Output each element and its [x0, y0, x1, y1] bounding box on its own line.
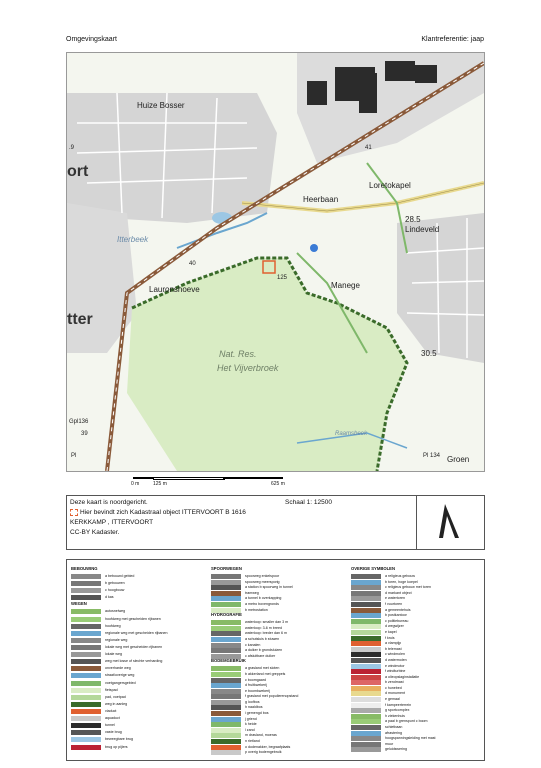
legend-label: b metrostation [245, 607, 268, 612]
legend-label: d watermolen [385, 657, 407, 662]
label-30-5: 30.5 [421, 349, 437, 358]
legend-label: c boomgaard [245, 677, 266, 682]
legend-label: b gebouwen [105, 581, 125, 586]
legend-label: l zand [245, 727, 255, 732]
client-reference: Klantreferentie: jaap [421, 36, 484, 43]
legend-swatch [71, 645, 101, 650]
legend-label: f grasland met populierenopstand [245, 694, 299, 699]
legend-swatch [71, 652, 101, 657]
legend-label: lokale weg [105, 652, 122, 657]
legend-label: o dodenakker, begraafplaats [245, 744, 291, 749]
legend-col-2 [211, 566, 341, 755]
legend-label: d wegwijzer [385, 624, 404, 629]
legend-wegen-row [71, 722, 201, 729]
legend-wegen-row [71, 651, 201, 658]
legend-label: aquaduct [105, 716, 120, 721]
legend-swatch [71, 581, 101, 586]
label-pl134: Pl 134 [423, 453, 441, 459]
object-text: Hier bevindt zich Kadastraal object ITTERVOORT B 1616 [80, 509, 246, 517]
legend-label: p overig bodemgebruik [245, 750, 282, 755]
label-28-5: 28.5 [405, 215, 421, 224]
legend-swatch [71, 730, 101, 735]
legend-bebouwing-row [71, 594, 201, 601]
legend-wegen-row [71, 729, 201, 736]
legend-label: fietspad [105, 687, 118, 692]
legend-label: d markant object [385, 590, 412, 595]
legend-label: a schutsluis b stuwen [245, 636, 280, 641]
legend-label: waterloop: breder dan 6 m [245, 631, 287, 636]
legend-wegen-row [71, 637, 201, 644]
legend-swatch [71, 574, 101, 579]
legend-label: d monument [385, 691, 405, 696]
legend-label: b akkerland met greppels [245, 671, 286, 676]
legend-label: viaduct [105, 708, 117, 713]
label-lindeveld: Lindeveld [405, 225, 440, 234]
legend-label: e kapel [385, 629, 397, 634]
label-loretokapel: Loretokapel [369, 181, 411, 190]
legend-label: weg met losse of slechte verharding [105, 659, 163, 664]
scale-tick-1: 125 m [153, 481, 167, 487]
legend-label: b postkantoor [385, 613, 407, 618]
legend-label: a olieopslaginstallatie [385, 674, 420, 679]
legend-swatch [71, 624, 101, 629]
legend-swatch [71, 723, 101, 728]
legend-swatch [211, 608, 241, 613]
legend-heading-wegen: WEGEN [71, 601, 87, 607]
legend-label: a metro bovengronds [245, 601, 279, 606]
legend-overige-row [351, 746, 481, 752]
map-canvas [67, 53, 484, 471]
legend-label: muur [385, 741, 394, 746]
building [385, 61, 415, 81]
legend-label: c hoogbouw [105, 588, 125, 593]
label-pl: Pl [71, 453, 77, 459]
legend-wegen-row [71, 744, 201, 751]
legend-swatch [71, 745, 101, 750]
label-41: 41 [365, 145, 372, 151]
legend-label: hoogspanningsleiding met mast [385, 736, 436, 741]
scale-tick-0: 0 m [131, 481, 140, 487]
legend-swatch [71, 702, 101, 707]
legend-label: c politiebureau [385, 618, 409, 623]
legend-label: pad, voetpad [105, 694, 126, 699]
legend-label: spoorweg meersporig [245, 579, 280, 584]
scale-tick-2: 625 m [271, 481, 285, 487]
legend-spoorwegen-row [211, 607, 341, 613]
legend-swatch [71, 595, 101, 600]
legend-bebouwing-row [71, 580, 201, 587]
legend-wegen-row [71, 694, 201, 701]
legend-heading-bebouwing: BEBOUWING [71, 566, 98, 571]
label-ort: ort [67, 163, 89, 180]
scale-text: Schaal 1: 12500 [285, 499, 332, 506]
legend-label: tunnel [105, 723, 115, 728]
legend-swatch [211, 654, 241, 659]
legend-label: c hunebed [385, 685, 402, 690]
legend-label: weg in aanleg [105, 701, 128, 706]
legend-label: e windmotor [385, 663, 405, 668]
legend-label: g sportcomplex [385, 708, 410, 713]
legend-label: d kas [105, 595, 114, 600]
poi-icon [310, 244, 318, 252]
map-legend [66, 559, 485, 761]
legend-label: regionale weg met gescheiden rijbanen [105, 630, 168, 635]
building [415, 65, 437, 83]
label-tter: tter [67, 311, 93, 328]
legend-label: f windturbine [385, 669, 406, 674]
legend-label: a religieus gebouw [385, 574, 415, 578]
legend-swatch [71, 716, 101, 721]
legend-label: a vlampijp [385, 641, 402, 646]
legend-wegen-row [71, 736, 201, 743]
legend-swatch [71, 737, 101, 742]
legend-wegen-row [71, 687, 201, 694]
legend-label: c religieus gebouw met toren [385, 585, 431, 590]
label-raamsbeek: Raamsbeek [335, 431, 368, 437]
building [307, 81, 327, 105]
legend-label: a paal b grenspunt c boom [385, 719, 428, 724]
legend-label: schietbaan [385, 725, 403, 730]
legend-label: e watertoren [385, 596, 405, 601]
legend-label: a tunnel b overkapping [245, 596, 282, 601]
legend-label: waterloop: 3-6 m breed [245, 625, 282, 630]
legend-label: h naaldbos [245, 705, 263, 710]
legend-wegen-row [71, 708, 201, 715]
scale-seg [223, 477, 283, 479]
legend-label: afrastering [385, 730, 402, 735]
legend-label: f kruis [385, 635, 395, 640]
orientation-note: Deze kaart is noordgericht. [70, 499, 148, 506]
label-39: 39 [81, 431, 88, 437]
legend-bodem-row [211, 749, 341, 755]
legend-label: beweegbare brug [105, 737, 133, 742]
legend-label: c windmolen [385, 652, 405, 657]
label-heerbaan: Heerbaan [303, 195, 339, 204]
legend-label: d fruitkwekerij [245, 683, 267, 688]
legend-label: k heide [245, 722, 257, 727]
legend-wegen-row [71, 680, 201, 687]
legend-wegen-row [71, 715, 201, 722]
scale-seg [153, 477, 225, 480]
legend-label: spoorweg enkelspoor [245, 574, 280, 578]
legend-label: brug op pijlers [105, 744, 128, 749]
legend-label: i gemengd bos [245, 711, 269, 716]
label-elevation: .9 [69, 145, 75, 151]
parcel-number: 125 [277, 275, 288, 281]
legend-wegen-row [71, 608, 201, 615]
legend-label: b zendmast [385, 680, 404, 685]
legend-swatch [71, 638, 101, 643]
north-arrow [416, 496, 479, 549]
legend-col-1 [71, 566, 201, 751]
scale-seg [133, 477, 153, 479]
legend-heading-overige: OVERIGE SYMBOLEN [351, 566, 395, 571]
legend-label: lokale weg met gescheiden rijbanen [105, 644, 163, 649]
legend-bebouwing-row [71, 587, 201, 594]
legend-label: c kanalen [245, 642, 261, 647]
legend-swatch [71, 688, 101, 693]
label-lauronshoeve: Lauronshoeve [149, 285, 200, 294]
scale-bar [133, 474, 293, 486]
legend-label: f vuurtoren [385, 601, 403, 606]
legend-swatch [71, 695, 101, 700]
legend-label: m drasland, moeras [245, 733, 277, 738]
label-40: 40 [189, 261, 196, 267]
legend-swatch [71, 631, 101, 636]
parcel-symbol-icon [70, 509, 78, 516]
legend-wegen-row [71, 623, 201, 630]
legend-label: f kampeerterrein [385, 702, 412, 707]
legend-label: autosnelweg [105, 609, 126, 614]
legend-wegen-row [71, 665, 201, 672]
address-text: KERKKAMP , ITTERVOORT [70, 519, 154, 526]
legend-swatch [71, 609, 101, 614]
legend-swatch [351, 747, 381, 752]
legend-label: waterloop: smaller dan 3 m [245, 620, 289, 625]
label-groen: Groen [447, 455, 470, 464]
legend-label: tramweg [245, 590, 259, 595]
legend-label: onverharde weg [105, 666, 131, 671]
building [359, 73, 377, 113]
legend-label: a gemeentehuis [385, 607, 411, 612]
built-up-southwest [67, 203, 137, 353]
legend-heading-bodemgebruik: BODEMGEBRUIK [211, 658, 246, 664]
label-itterbeek: Itterbeek [117, 235, 149, 244]
legend-swatch [71, 659, 101, 664]
legend-label: a station b spoorweg in tunnel [245, 585, 293, 590]
legend-wegen-row [71, 616, 201, 623]
legend-label: a grasland met sloten [245, 666, 280, 671]
label-het-vijverbroek: Het Vijverbroek [217, 363, 279, 373]
legend-label: a duiker b grondsluizen [245, 648, 283, 653]
legend-wegen-row [71, 644, 201, 651]
legend-label: geluidswering [385, 747, 407, 752]
legend-label: b telemast [385, 646, 402, 651]
legend-col-3 [351, 566, 481, 752]
legend-label: h ziekenhuis [385, 713, 405, 718]
label-manege: Manege [331, 281, 360, 290]
legend-label: hoofdweg met gescheiden rijbanen [105, 616, 161, 621]
legend-heading-hydrografie: HYDROGRAFIE [211, 612, 242, 618]
legend-label: vaste brug [105, 730, 122, 735]
map-title: Omgevingskaart [66, 36, 117, 43]
legend-label: g loofbos [245, 699, 260, 704]
built-up-east [397, 213, 484, 363]
legend-wegen-row [71, 658, 201, 665]
legend-wegen-row [71, 630, 201, 637]
legend-hydro-row [211, 653, 341, 659]
label-huize-bosser: Huize Bosser [137, 101, 185, 110]
north-arrow-icon [417, 496, 479, 549]
legend-swatch [71, 673, 101, 678]
legend-label: hoofdweg [105, 623, 121, 628]
legend-label: straat/overige weg [105, 673, 135, 678]
legend-label: n rietland [245, 739, 260, 744]
legend-label: regionale weg [105, 637, 128, 642]
legend-wegen-row [71, 672, 201, 679]
legend-swatch [211, 750, 241, 755]
legend-swatch [71, 681, 101, 686]
legend-label: e boomkwekerij [245, 688, 270, 693]
legend-label: a bebouwd gebied [105, 574, 135, 578]
legend-wegen-row [71, 701, 201, 708]
legend-bebouwing-row [71, 573, 201, 580]
license-text: CC-BY Kadaster. [70, 529, 120, 536]
legend-label: c afsluitbare duiker [245, 653, 276, 658]
legend-swatch [71, 617, 101, 622]
legend-swatch [71, 588, 101, 593]
map-info-box [66, 495, 485, 550]
topographic-map[interactable] [66, 52, 485, 472]
legend-label: e gemaal [385, 697, 400, 702]
legend-label: voetgangersgebied [105, 680, 136, 685]
legend-label: b toren, hoge koepel [385, 579, 418, 584]
label-gpl136: Gpl136 [69, 419, 89, 425]
legend-heading-spoorwegen: SPOORWEGEN [211, 566, 242, 571]
legend-swatch [71, 709, 101, 714]
legend-label: j griend [245, 716, 257, 721]
object-line [70, 509, 246, 516]
label-nat-res: Nat. Res. [219, 349, 257, 359]
legend-swatch [71, 666, 101, 671]
